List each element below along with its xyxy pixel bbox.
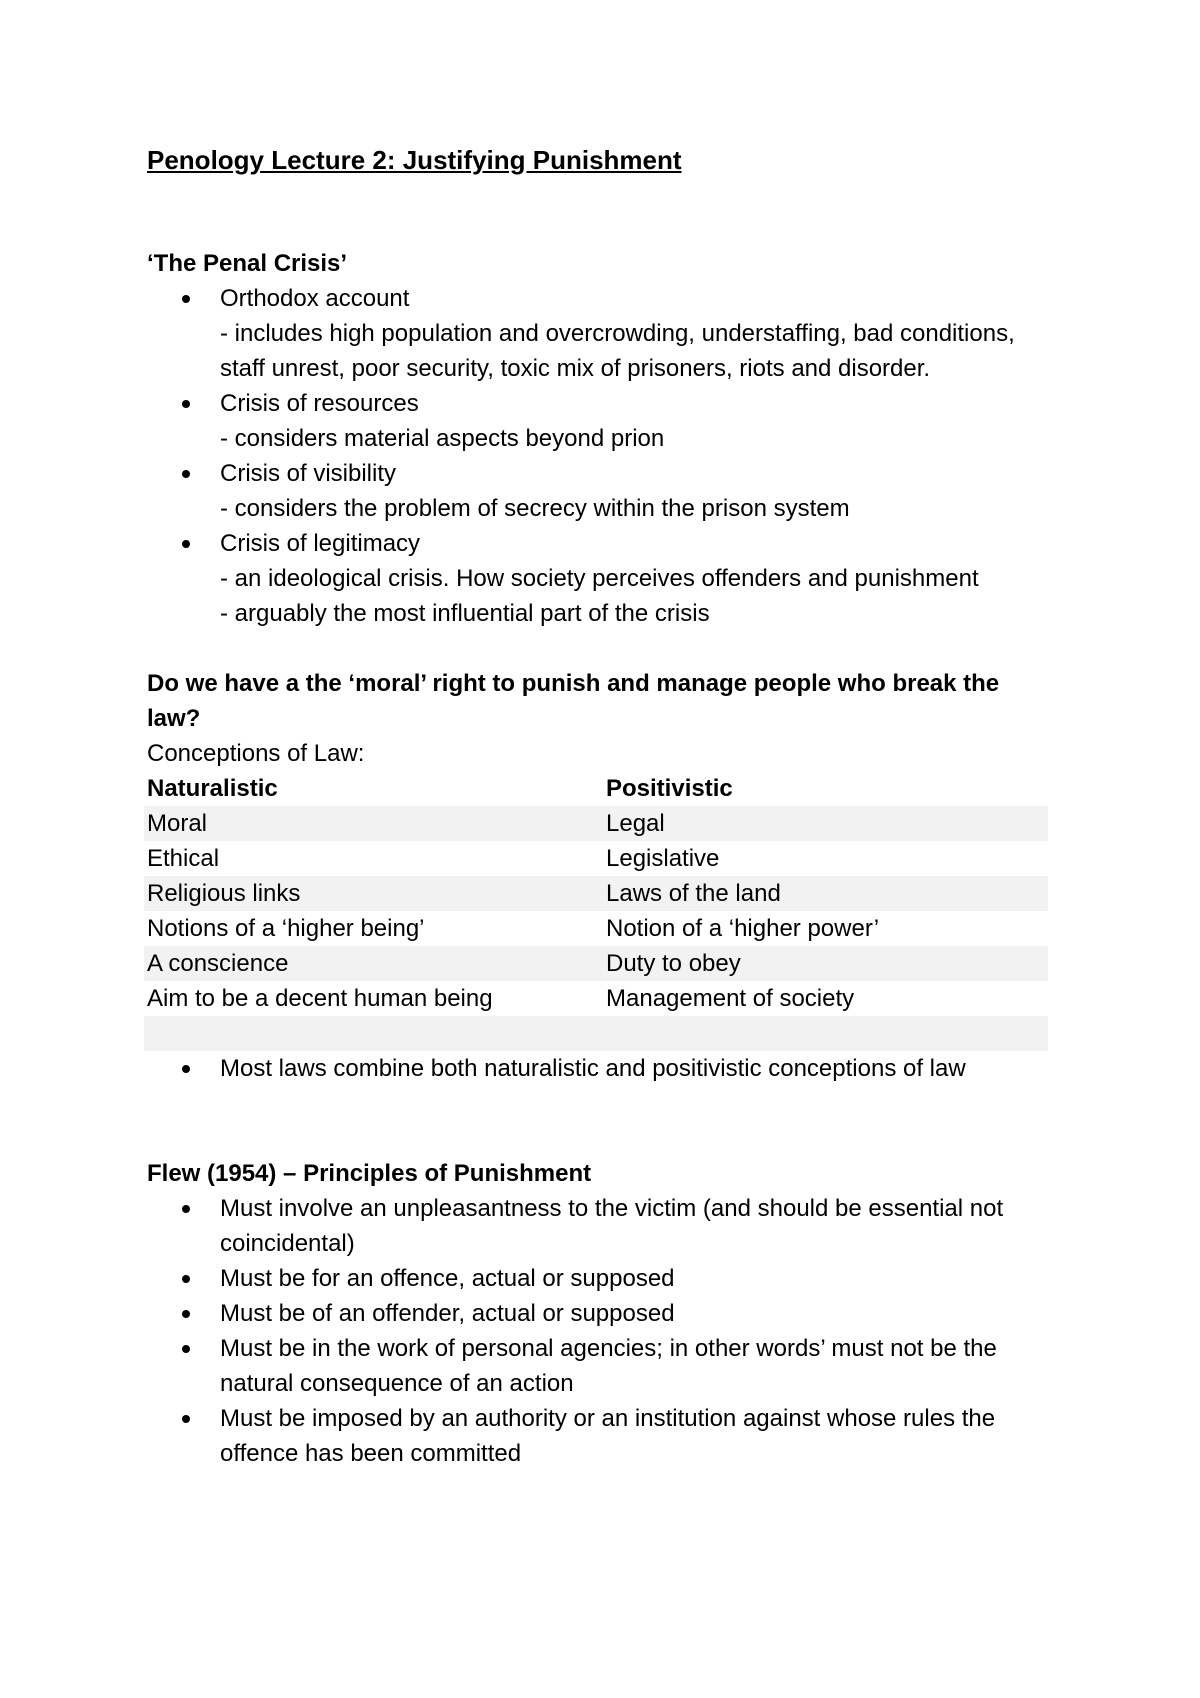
table-cell: Legislative (606, 845, 720, 872)
spacer (147, 631, 1047, 666)
bullet-icon (182, 1415, 190, 1423)
table-cell (144, 1016, 603, 1051)
bullet-icon (182, 1275, 190, 1283)
list-item (147, 526, 1047, 631)
bullet-icon (182, 1065, 190, 1073)
bullet-icon (182, 295, 190, 303)
bullet-icon (182, 1345, 190, 1353)
list-item-detail: - includes high population and overcrowding, understaffing, bad conditions, staff unrest, poor security, toxic mix of prisoners, riots and disorder. (220, 320, 1015, 382)
table-cell: Moral (144, 806, 603, 841)
bullet-icon (182, 1310, 190, 1318)
table-row (144, 946, 1048, 981)
list-item-label: Crisis of visibility (220, 460, 397, 487)
page-title: Penology Lecture 2: Justifying Punishment (147, 145, 682, 175)
table-row (144, 1016, 1048, 1051)
spacer (147, 1086, 1047, 1156)
penal-crisis-heading: ‘The Penal Crisis’ (147, 250, 348, 277)
spacer (147, 180, 1047, 246)
list-item-label: Must involve an unpleasantness to the victim (and should be essential not coincidental) (220, 1195, 1004, 1257)
table-cell: Management of society (606, 985, 855, 1012)
list-item-detail: - considers the problem of secrecy within the prison system (220, 495, 850, 522)
table-row (144, 841, 1048, 876)
table-cell: Aim to be a decent human being (147, 985, 493, 1012)
table-row (144, 806, 1048, 841)
list-item-label: Must be in the work of personal agencies; in other words’ must not be the natural consequence of an action (220, 1335, 997, 1397)
table-cell: Ethical (147, 845, 220, 872)
list-item (147, 1051, 1047, 1086)
list-item-label: Must be imposed by an authority or an institution against whose rules the offence has been committed (220, 1405, 996, 1467)
conceptions-label: Conceptions of Law: (147, 740, 365, 767)
list-item-label: Orthodox account (220, 285, 410, 312)
conceptions-table (144, 771, 1048, 1051)
table-row (144, 876, 1048, 911)
bullet-icon (182, 1205, 190, 1213)
moral-right-heading: Do we have a the ‘moral’ right to punish and manage people who break the law? (147, 670, 1000, 732)
list-item-detail: - arguably the most influential part of the crisis (220, 600, 710, 627)
list-item (147, 1331, 1047, 1401)
list-item-label: Most laws combine both naturalistic and positivistic conceptions of law (220, 1055, 966, 1082)
table-cell: Laws of the land (603, 876, 1048, 911)
flew-heading: Flew (1954) – Principles of Punishment (147, 1160, 592, 1187)
bullet-icon (182, 540, 190, 548)
list-item-label: Crisis of legitimacy (220, 530, 421, 557)
column-header-naturalistic: Naturalistic (147, 775, 278, 802)
conceptions-note-list (147, 1051, 1047, 1086)
table-cell: A conscience (144, 946, 603, 981)
list-item (147, 1261, 1047, 1296)
table-row (144, 911, 1048, 946)
table-cell: Religious links (144, 876, 603, 911)
list-item (147, 386, 1047, 456)
list-item-detail: - considers material aspects beyond prion (220, 425, 665, 452)
list-item-label: Crisis of resources (220, 390, 419, 417)
bullet-icon (182, 470, 190, 478)
flew-principles-list (147, 1191, 1047, 1471)
list-item (147, 1296, 1047, 1331)
table-cell: Duty to obey (603, 946, 1048, 981)
list-item (147, 1191, 1047, 1261)
list-item (147, 281, 1047, 386)
table-cell: Notions of a ‘higher being’ (147, 915, 425, 942)
document-page (147, 140, 1047, 1471)
list-item-label: Must be for an offence, actual or supposed (220, 1265, 675, 1292)
column-header-positivistic: Positivistic (606, 775, 733, 802)
table-cell: Notion of a ‘higher power’ (606, 915, 880, 942)
list-item-label: Must be of an offender, actual or supposed (220, 1300, 675, 1327)
penal-crisis-list (147, 281, 1047, 631)
table-row (144, 981, 1048, 1016)
list-item (147, 1401, 1047, 1471)
list-item (147, 456, 1047, 526)
table-header-row (144, 771, 1048, 806)
table-cell: Legal (603, 806, 1048, 841)
list-item-detail: - an ideological crisis. How society perceives offenders and punishment (220, 565, 979, 592)
table-cell (603, 1016, 1048, 1051)
bullet-icon (182, 400, 190, 408)
